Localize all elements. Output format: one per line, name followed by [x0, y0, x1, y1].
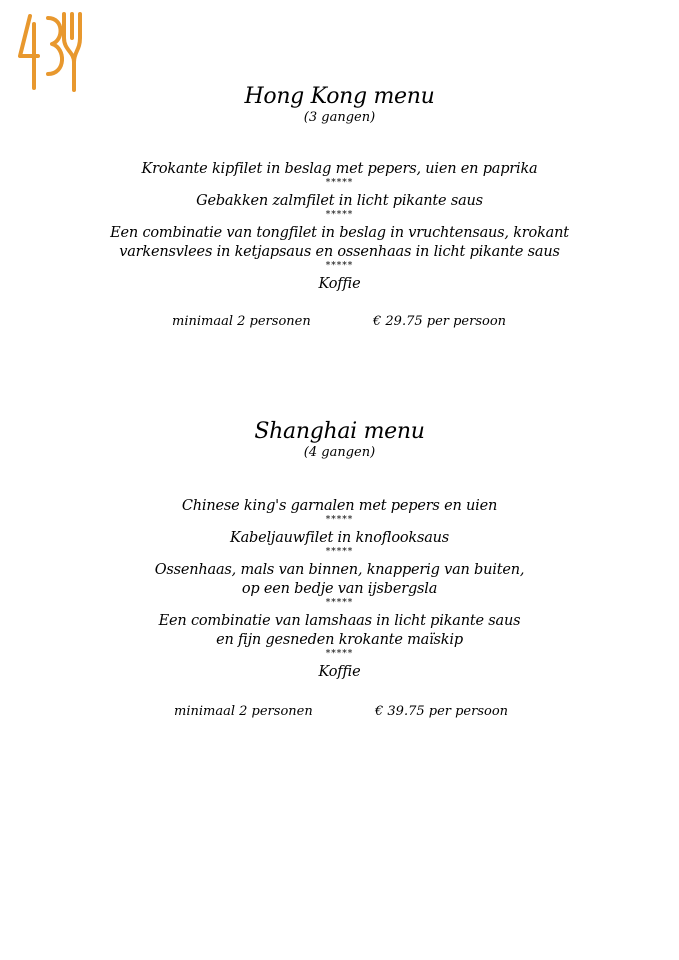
- course-separator: *****: [325, 547, 354, 557]
- course-coffee: Koffie: [318, 664, 361, 680]
- course-3-line-2: varkensvlees in ketjapsaus en ossenhaas in licht pikante saus: [119, 244, 560, 260]
- menu-subtitle: (3 gangen): [303, 110, 376, 125]
- course-separator: *****: [325, 178, 354, 188]
- course-3-line-2: op een bedje van ijsbergsla: [241, 581, 438, 597]
- course-coffee: Koffie: [318, 276, 361, 292]
- course-4-line-1: Een combinatie van lamshaas in licht pikante saus: [158, 613, 521, 629]
- menu-shanghai: [0, 419, 679, 724]
- menu-title: Shanghai menu: [254, 419, 425, 444]
- course-2: Kabeljauwfilet in knoflooksaus: [229, 530, 450, 546]
- menu-hong-kong: [0, 84, 679, 334]
- course-4-line-2: en fijn gesneden krokante maïskip: [216, 632, 463, 648]
- course-separator: *****: [325, 261, 354, 271]
- menu-title: Hong Kong menu: [244, 84, 435, 109]
- course-1: Krokante kipfilet in beslag met pepers, uien en paprika: [141, 161, 538, 177]
- course-1: Chinese king's garnalen met pepers en uien: [181, 498, 498, 514]
- menu-footer: [0, 314, 679, 334]
- menu-subtitle: (4 gangen): [303, 445, 376, 460]
- course-3-line-1: Een combinatie van tongfilet in beslag in vruchtensaus, krokant: [110, 225, 569, 241]
- menu-footer: [0, 704, 679, 724]
- price: € 39.75 per persoon: [375, 704, 509, 719]
- course-2: Gebakken zalmfilet in licht pikante saus: [196, 193, 483, 209]
- min-persons: minimaal 2 personen: [172, 314, 311, 329]
- course-separator: *****: [325, 210, 354, 220]
- course-separator: *****: [325, 598, 354, 608]
- price: € 29.75 per persoon: [373, 314, 507, 329]
- course-3-line-1: Ossenhaas, mals van binnen, knapperig van buiten,: [154, 562, 525, 578]
- course-separator: *****: [325, 515, 354, 525]
- course-separator: *****: [325, 649, 354, 659]
- min-persons: minimaal 2 personen: [174, 704, 313, 719]
